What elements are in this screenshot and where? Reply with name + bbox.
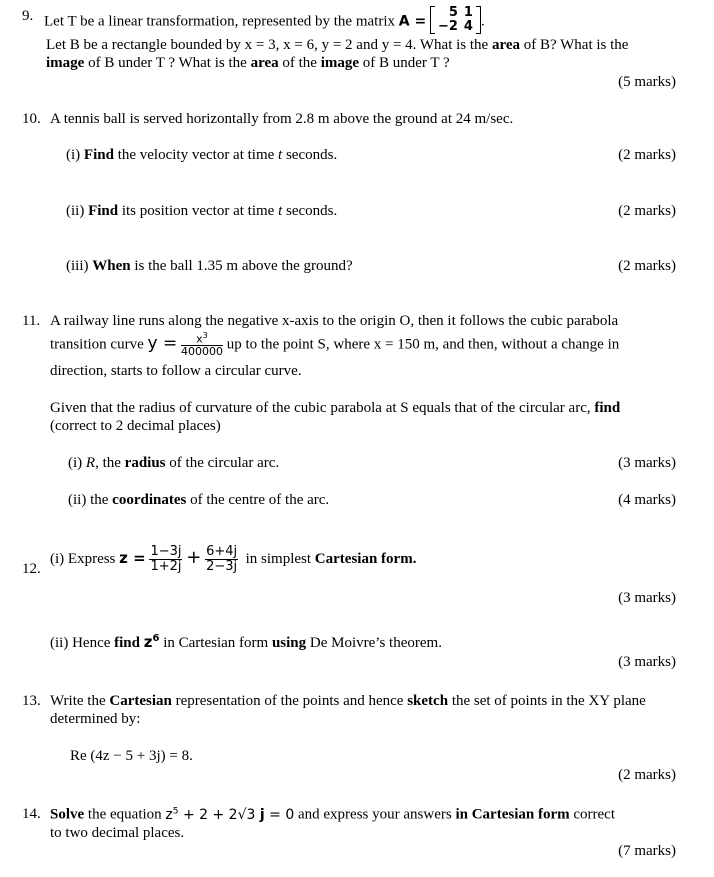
part-text: the velocity vector at time bbox=[117, 147, 275, 163]
given-text: Given that the radius of curvature of the cubic parabola at S equals that of the circular arc, bbox=[50, 400, 591, 416]
fraction-2 bbox=[205, 545, 238, 574]
question-13-text-mid: representation of the points and hence bbox=[175, 693, 404, 709]
z-lhs: z = bbox=[119, 548, 146, 567]
question-10-part-ii bbox=[66, 203, 337, 220]
question-9-line3-text2: of the bbox=[282, 55, 317, 71]
matrix-cell: 4 bbox=[463, 19, 473, 34]
matrix-cell: 5 bbox=[448, 5, 458, 20]
curve-numerator bbox=[181, 332, 223, 346]
question-13-number: 13. bbox=[22, 693, 41, 709]
part-text: its position vector at time bbox=[121, 203, 275, 219]
question-11-part-i-marks: (3 marks) bbox=[618, 455, 676, 471]
eq-z: z bbox=[165, 806, 173, 823]
part-bold: using bbox=[271, 635, 307, 651]
question-13-text: Write the bbox=[50, 693, 106, 709]
matrix-label: A = bbox=[398, 13, 427, 30]
question-13-bold1: Cartesian bbox=[109, 693, 172, 709]
part-text-end: of the centre of the arc. bbox=[190, 492, 330, 508]
part-label: (ii) bbox=[66, 203, 85, 219]
curve-denominator: 400000 bbox=[180, 345, 223, 359]
part-label: (iii) bbox=[66, 258, 89, 274]
question-10-part-i-marks: (2 marks) bbox=[618, 147, 676, 163]
question-10-part-iii bbox=[66, 258, 353, 275]
question-14-line2: to two decimal places. bbox=[50, 825, 185, 841]
part-verb: Find bbox=[88, 203, 119, 219]
question-9-line2-end: of B? What is the bbox=[523, 37, 629, 53]
question-11-number: 11. bbox=[22, 313, 41, 329]
question-9-line3 bbox=[46, 55, 450, 72]
question-14-number: 14. bbox=[22, 806, 41, 822]
question-10-part-iii-marks: (2 marks) bbox=[618, 258, 676, 274]
time-variable: t bbox=[278, 147, 283, 163]
question-10-number: 10. bbox=[22, 111, 41, 127]
radius-variable: R bbox=[85, 455, 96, 471]
eq-sqrt: √3 bbox=[237, 806, 256, 823]
eq-exponent: 5 bbox=[172, 806, 179, 816]
image-word-2: image bbox=[320, 55, 360, 71]
eq-mid: + 2 + 2 bbox=[182, 806, 238, 823]
fraction-1 bbox=[149, 545, 182, 574]
question-14-text: the equation bbox=[87, 806, 162, 823]
question-13-line1 bbox=[50, 693, 646, 710]
part-text-mid: in simplest bbox=[245, 550, 312, 567]
part-text-end: seconds. bbox=[286, 203, 338, 219]
question-11-given-line2: (correct to 2 decimal places) bbox=[50, 418, 221, 434]
question-14-text-end: correct bbox=[573, 806, 615, 823]
part-verb: When bbox=[92, 258, 131, 274]
z-exponent: 6 bbox=[152, 633, 160, 644]
question-12-number: 12. bbox=[22, 561, 41, 577]
question-11-given bbox=[50, 400, 620, 417]
fraction-1-denominator: 1+2j bbox=[150, 558, 182, 574]
question-14-marks: (7 marks) bbox=[618, 843, 676, 859]
part-label: (ii) bbox=[68, 492, 87, 508]
question-13-bold2: sketch bbox=[407, 693, 449, 709]
question-9-number: 9. bbox=[22, 8, 34, 24]
part-text-end: De Moivre’s theorem. bbox=[309, 635, 442, 651]
question-10-part-ii-marks: (2 marks) bbox=[618, 203, 676, 219]
question-14-bold: in Cartesian form bbox=[455, 806, 570, 823]
question-14-equation bbox=[165, 807, 294, 823]
question-9-line3-end: of B under T ? bbox=[362, 55, 450, 71]
question-9-line1: Let T be a linear transformation, represented by the matrix A = 5 1 −2 4 . bbox=[44, 5, 485, 34]
part-text-mid: in Cartesian form bbox=[163, 635, 269, 651]
question-12-part-i bbox=[50, 545, 416, 574]
eq-end: = 0 bbox=[269, 806, 295, 823]
matrix-a bbox=[430, 6, 481, 34]
part-text: the bbox=[90, 492, 109, 508]
plus-sign: + bbox=[186, 546, 202, 568]
part-text-end: seconds. bbox=[285, 147, 338, 163]
question-13-equation: Re (4z − 5 + 3j) = 8. bbox=[70, 748, 193, 764]
area-word: area bbox=[491, 37, 521, 53]
question-11-line1: A railway line runs along the negative x-axis to the origin O, then it follows the cubic parabola bbox=[50, 313, 619, 329]
question-9-line1-text: Let T be a linear transformation, represented by the matrix bbox=[44, 13, 395, 30]
matrix-cell: 1 bbox=[463, 5, 473, 20]
eq-j: j bbox=[259, 806, 265, 823]
question-10-text: A tennis ball is served horizontally from 2.8 m above the ground at 24 m/sec. bbox=[50, 111, 514, 127]
question-11-line2-end: up to the point S, where x = 150 m, and then, without a change in bbox=[226, 336, 620, 353]
question-12-part-ii bbox=[50, 633, 442, 652]
part-text: , the bbox=[95, 455, 121, 471]
part-bold: Cartesian form bbox=[314, 550, 413, 567]
part-label: (i) bbox=[66, 147, 81, 163]
curve-fraction bbox=[181, 332, 223, 358]
question-11-part-i bbox=[68, 455, 279, 472]
part-text: (i) Express bbox=[50, 550, 116, 567]
question-11-part-ii-marks: (4 marks) bbox=[618, 492, 676, 508]
question-11-line2-text: transition curve bbox=[50, 336, 144, 353]
question-12-part-i-marks: (3 marks) bbox=[618, 590, 676, 606]
part-bold: radius bbox=[124, 455, 166, 471]
part-verb: find bbox=[114, 635, 140, 651]
part-text: is the ball 1.35 m above the ground? bbox=[134, 258, 353, 274]
curve-lhs: y = bbox=[147, 333, 178, 354]
part-verb: Find bbox=[83, 147, 114, 163]
fraction-2-denominator: 2−3j bbox=[206, 558, 238, 574]
question-13-marks: (2 marks) bbox=[618, 767, 676, 783]
numerator-base: x bbox=[196, 332, 203, 346]
image-word: image bbox=[46, 55, 85, 71]
fraction-1-numerator: 1−3j bbox=[150, 544, 182, 559]
question-9-line2-text: Let B be a rectangle bounded by x = 3, x = 6, y = 2 and y = 4. What is the bbox=[46, 37, 489, 53]
part-end: . bbox=[412, 550, 417, 567]
z-power bbox=[144, 633, 160, 651]
given-verb: find bbox=[594, 400, 621, 416]
question-14-verb: Solve bbox=[50, 806, 85, 823]
question-11-line2 bbox=[50, 332, 619, 358]
time-variable: t bbox=[278, 203, 283, 219]
question-9-line3-text1: of B under T ? What is the bbox=[88, 55, 247, 71]
part-bold: coordinates bbox=[112, 492, 187, 508]
question-10-part-i bbox=[66, 147, 337, 164]
question-13-line2: determined by: bbox=[50, 711, 141, 727]
question-11-part-ii bbox=[68, 492, 329, 509]
question-13-text-end: the set of points in the XY plane bbox=[451, 693, 646, 709]
question-9-marks: (5 marks) bbox=[618, 74, 676, 90]
matrix-cell: −2 bbox=[437, 19, 458, 34]
part-label: (i) bbox=[68, 455, 83, 471]
question-12-part-ii-marks: (3 marks) bbox=[618, 654, 676, 670]
question-11-line3: direction, starts to follow a circular curve. bbox=[50, 363, 302, 379]
numerator-exponent: 3 bbox=[202, 331, 208, 340]
area-word-2: area bbox=[250, 55, 279, 71]
z-base: z bbox=[143, 633, 153, 651]
part-text: (ii) Hence bbox=[50, 635, 111, 651]
question-14-text-mid: and express your answers bbox=[297, 806, 452, 823]
part-text-end: of the circular arc. bbox=[169, 455, 280, 471]
question-9-line2 bbox=[46, 37, 628, 54]
question-14-line1 bbox=[50, 806, 615, 824]
fraction-2-numerator: 6+4j bbox=[206, 544, 238, 559]
